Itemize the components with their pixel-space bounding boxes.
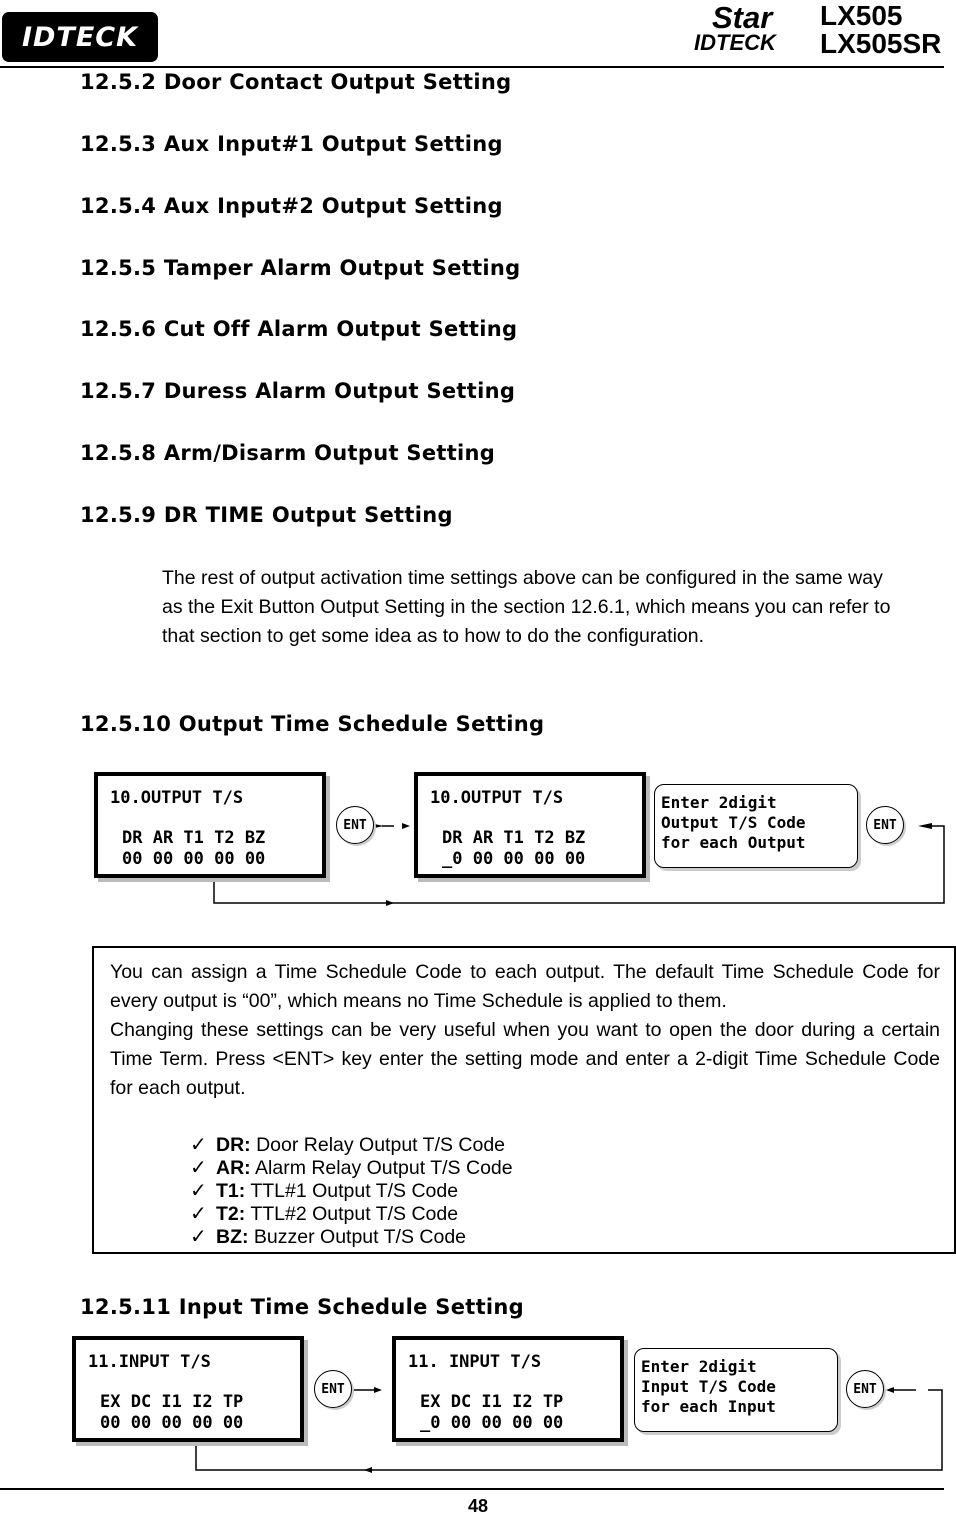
heading-output-time-schedule: 12.5.10 Output Time Schedule Setting [80, 712, 545, 736]
lcd-line-3: 00 00 00 00 00 [100, 1413, 244, 1433]
lcd-line-3: _0 00 00 00 00 [420, 1413, 564, 1433]
lcd-line-2: DR AR T1 T2 BZ [122, 828, 266, 848]
lcd-line-1: 10.OUTPUT T/S [430, 788, 564, 808]
ent-key-icon: ENT [846, 1370, 884, 1408]
output-lcd-screen-edit [414, 772, 646, 878]
page-number: 48 [467, 1496, 489, 1516]
check-item-t2 [190, 1203, 458, 1226]
paragraph-line-2: as the Exit Button Output Setting in the section 12.6.1, which means you can refer to [162, 596, 891, 618]
input-lcd-screen-edit [392, 1336, 624, 1442]
heading-dr-time: 12.5.9 DR TIME Output Setting [80, 503, 453, 527]
info-paragraph-2: Changing these settings can be very useful when you want to open the door during a certain Time Term. Press <ENT> key enter the setting mode and enter a 2-digit Time Schedule Code for each output. [110, 1019, 940, 1099]
ent-key-icon: ENT [866, 806, 904, 844]
lcd-line-3: 00 00 00 00 00 [122, 849, 266, 869]
logo-text: IDTECK [21, 21, 139, 53]
info-box [92, 946, 956, 1254]
idteck-logo [2, 12, 158, 62]
lcd-line-2: EX DC I1 I2 TP [420, 1392, 564, 1412]
ent-key-icon: ENT [336, 806, 374, 844]
input-ts-diagram [70, 1332, 948, 1478]
check-item-ar [190, 1157, 513, 1180]
output-instruction-note: Enter 2digit Output T/S Code for each Output [654, 784, 858, 868]
input-instruction-note: Enter 2digit Input T/S Code for each Input [634, 1348, 838, 1432]
item-desc: Door Relay Output T/S Code [256, 1134, 506, 1156]
item-desc: TTL#1 Output T/S Code [250, 1180, 459, 1202]
output-ts-diagram [92, 768, 956, 912]
heading-arm-disarm: 12.5.8 Arm/Disarm Output Setting [80, 441, 496, 465]
input-lcd-screen-initial [72, 1336, 304, 1442]
check-item-dr [190, 1134, 505, 1157]
heading-cut-off-alarm: 12.5.6 Cut Off Alarm Output Setting [80, 317, 518, 341]
info-paragraph-1: You can assign a Time Schedule Code to each output. The default Time Schedule Code for every output is “00”, which means no Time Schedule is applied to them. [110, 961, 940, 1012]
heading-door-contact: 12.5.2 Door Contact Output Setting [80, 70, 512, 94]
item-key: DR: [216, 1134, 251, 1156]
paragraph-line-1: The rest of output activation time settings above can be configured in the same way [162, 567, 883, 589]
lcd-line-3: _0 00 00 00 00 [442, 849, 586, 869]
check-icon: ✓ [190, 1134, 207, 1156]
item-key: T2: [216, 1203, 246, 1225]
heading-input-time-schedule: 12.5.11 Input Time Schedule Setting [80, 1295, 525, 1319]
check-item-t1 [190, 1180, 458, 1203]
lcd-line-1: 10.OUTPUT T/S [110, 788, 244, 808]
lcd-line-1: 11.INPUT T/S [88, 1352, 211, 1372]
item-desc: TTL#2 Output T/S Code [250, 1203, 459, 1225]
check-icon: ✓ [190, 1157, 207, 1179]
header-rule [0, 66, 944, 68]
footer-rule [0, 1488, 944, 1490]
heading-aux-input-1: 12.5.3 Aux Input#1 Output Setting [80, 132, 503, 156]
paragraph-line-3: that section to get some idea as to how to do the configuration. [162, 625, 705, 647]
model-lx505: LX505 [820, 0, 903, 31]
check-icon: ✓ [190, 1180, 207, 1202]
ent-key-icon: ENT [314, 1370, 352, 1408]
model-lx505sr: LX505SR [820, 28, 942, 59]
lcd-line-1: 11. INPUT T/S [408, 1352, 542, 1372]
heading-duress-alarm: 12.5.7 Duress Alarm Output Setting [80, 379, 516, 403]
heading-tamper-alarm: 12.5.5 Tamper Alarm Output Setting [80, 256, 521, 280]
item-key: BZ: [216, 1226, 249, 1248]
item-key: T1: [216, 1180, 246, 1202]
item-desc: Alarm Relay Output T/S Code [255, 1157, 513, 1179]
lcd-line-2: DR AR T1 T2 BZ [442, 828, 586, 848]
heading-aux-input-2: 12.5.4 Aux Input#2 Output Setting [80, 194, 503, 218]
check-icon: ✓ [190, 1203, 207, 1225]
item-desc: Buzzer Output T/S Code [253, 1226, 467, 1248]
item-key: AR: [216, 1157, 251, 1179]
brand-idteck: IDTECK [694, 30, 776, 55]
check-icon: ✓ [190, 1226, 207, 1248]
lcd-line-2: EX DC I1 I2 TP [100, 1392, 244, 1412]
output-lcd-screen-initial [94, 772, 326, 878]
check-item-bz [190, 1226, 466, 1249]
brand-star: Star [712, 0, 773, 35]
